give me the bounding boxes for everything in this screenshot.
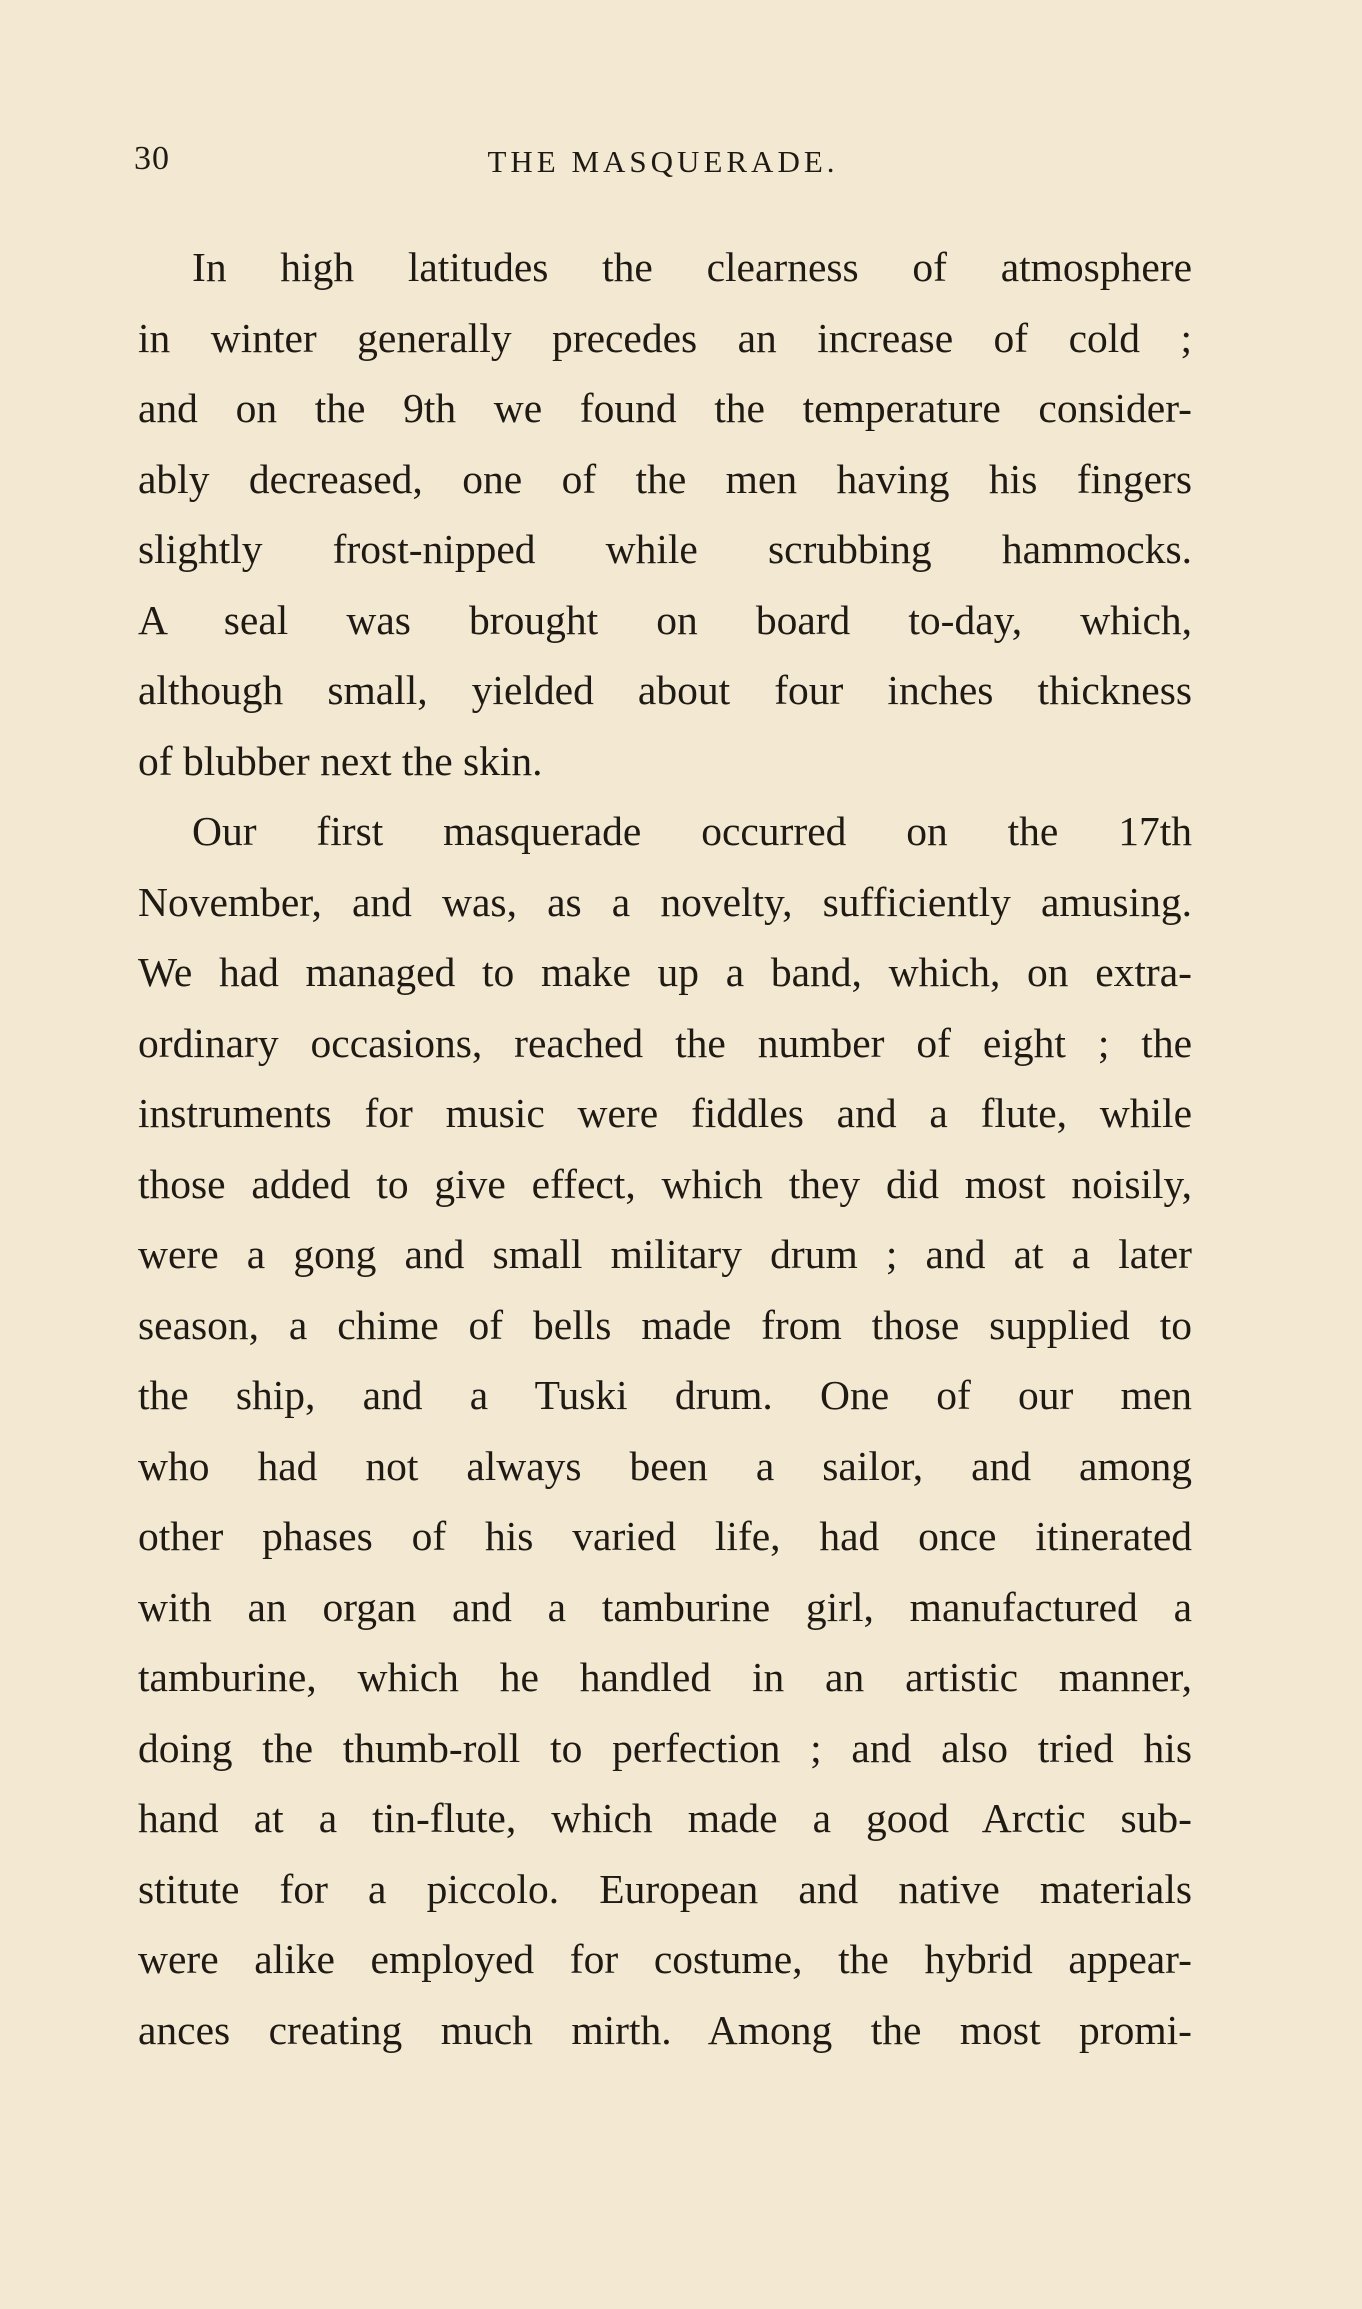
text-line: although small, yielded about four inches thickness [138, 667, 1192, 713]
text-line: in winter generally precedes an increase of cold ; [138, 314, 1192, 361]
text-line: who had not always been a sailor, and among [138, 1442, 1192, 1489]
text-line: with an organ and a tamburine girl, manufactured a [138, 1583, 1192, 1630]
text-line: of blubber next the skin. [138, 737, 543, 784]
text-line: were alike employed for costume, the hybrid appear- [138, 1936, 1192, 1982]
text-line: We had managed to make up a band, which, on extra- [138, 949, 1192, 995]
running-title: THE MASQUERADE. [487, 144, 839, 179]
text-line: In high latitudes the clearness of atmosphere [192, 244, 1192, 290]
text-line: Our first masquerade occurred on the 17th [192, 808, 1192, 854]
text-line: hand at a tin-flute, which made a good Arctic sub- [138, 1795, 1192, 1841]
text-line: ably decreased, one of the men having his fingers [138, 455, 1192, 502]
text-line: other phases of his varied life, had once itinerated [138, 1513, 1192, 1559]
text-line: instruments for music were fiddles and a flute, while [138, 1090, 1192, 1136]
text-line: A seal was brought on board to-day, which, [138, 596, 1192, 643]
body-text [138, 232, 1192, 2065]
text-line: the ship, and a Tuski drum. One of our men [138, 1372, 1192, 1418]
text-line: those added to give effect, which they did most noisily, [138, 1160, 1192, 1207]
text-line: ances creating much mirth. Among the most promi- [138, 2006, 1192, 2053]
text-line: doing the thumb-roll to perfection ; and also tried his [138, 1724, 1192, 1771]
text-line: slightly frost-nipped while scrubbing hammocks. [138, 526, 1192, 572]
text-line: tamburine, which he handled in an artistic manner, [138, 1654, 1192, 1700]
text-line: ordinary occasions, reached the number of eight ; the [138, 1019, 1192, 1066]
page-header [134, 140, 1192, 190]
text-line: were a gong and small military drum ; and at a later [138, 1231, 1192, 1277]
text-line: November, and was, as a novelty, sufficiently amusing. [138, 878, 1192, 925]
page-number: 30 [134, 140, 170, 177]
text-line: and on the 9th we found the temperature consider- [138, 385, 1192, 431]
text-line: season, a chime of bells made from those supplied to [138, 1301, 1192, 1348]
text-line: stitute for a piccolo. European and native materials [138, 1865, 1192, 1912]
